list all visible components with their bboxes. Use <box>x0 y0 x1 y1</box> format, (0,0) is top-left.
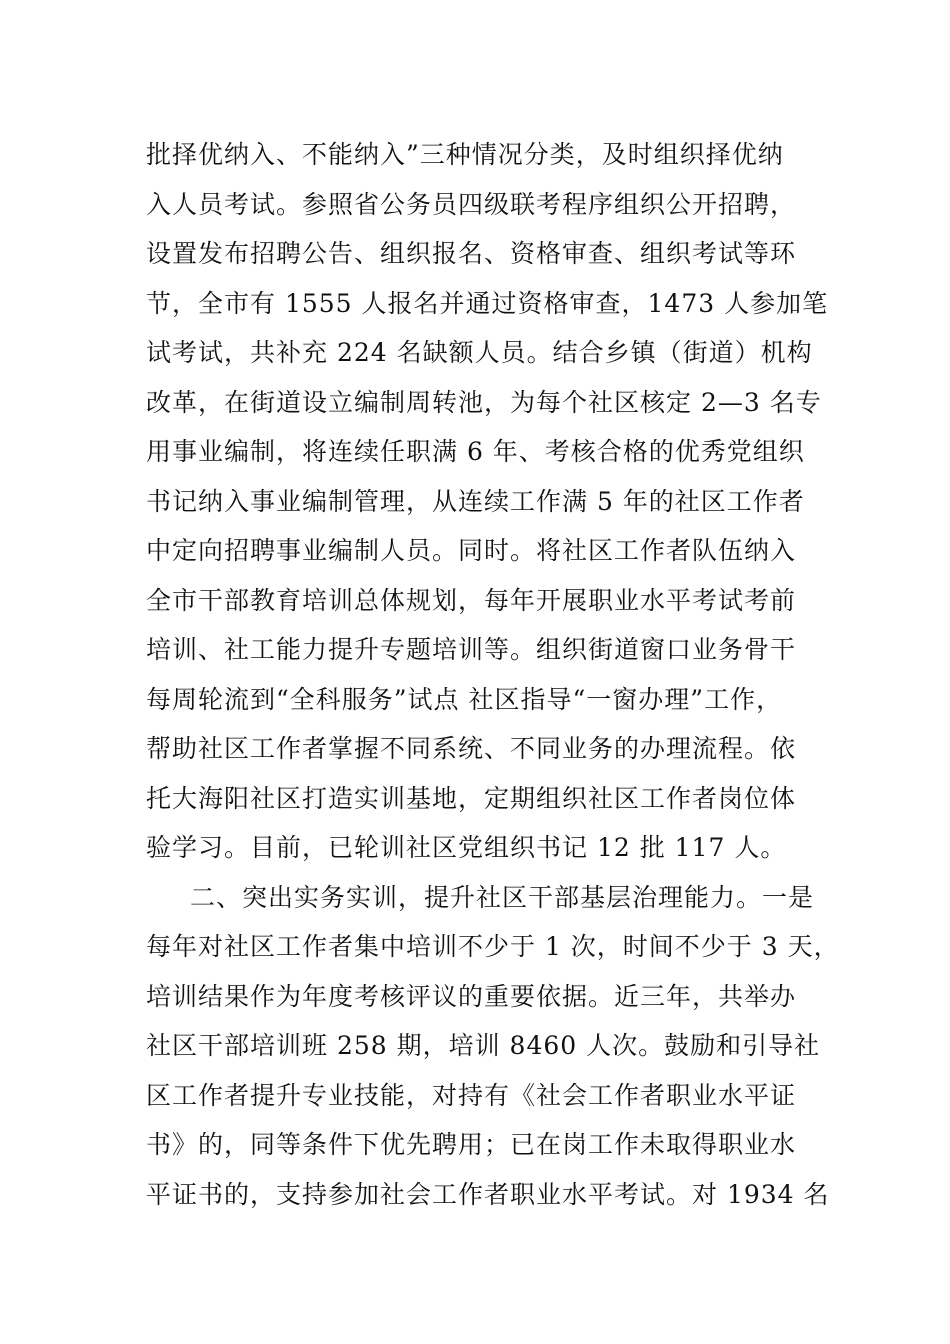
text-line: 书》的，同等条件下优先聘用；已在岗工作未取得职业水 <box>146 1130 797 1159</box>
body-text <box>146 130 840 1219</box>
paragraph-heading-line: 二、突出实务实训，提升社区干部基层治理能力。一是 <box>190 882 815 912</box>
text-line: 书记纳入事业编制管理，从连续工作满 5 年的社区工作者 <box>146 486 805 516</box>
text-line: 验学习。目前，已轮训社区党组织书记 12 批 117 人。 <box>146 833 787 862</box>
text-line: 培训、社工能力提升专题培训等。组织街道窗口业务骨干 <box>146 635 797 664</box>
text-line: 每周轮流到“全科服务”试点 社区指导“一窗办理”工作， <box>146 684 783 714</box>
text-line: 入人员考试。参照省公务员四级联考程序组织公开招聘， <box>146 189 797 219</box>
text-line: 批择优纳入、不能纳入”三种情况分类，及时组织择优纳 <box>146 140 784 169</box>
text-line: 社区干部培训班 258 期，培训 8460 人次。鼓励和引导社 <box>146 1031 821 1060</box>
text-line: 帮助社区工作者掌握不同系统、不同业务的办理流程。依 <box>146 734 797 763</box>
text-line: 设置发布招聘公告、组织报名、资格审查、组织考试等环 <box>146 239 797 268</box>
text-line: 每年对社区工作者集中培训不少于 1 次，时间不少于 3 天， <box>146 932 840 961</box>
text-line: 全市干部教育培训总体规划，每年开展职业水平考试考前 <box>146 585 797 615</box>
text-line: 区工作者提升专业技能，对持有《社会工作者职业水平证 <box>146 1080 797 1110</box>
text-line: 改革，在街道设立编制周转池，为每个社区核定 2—3 名专 <box>146 387 822 417</box>
text-line: 托大海阳社区打造实训基地，定期组织社区工作者岗位体 <box>146 783 797 813</box>
text-line: 用事业编制，将连续任职满 6 年、考核合格的优秀党组织 <box>146 437 805 466</box>
text-line: 中定向招聘事业编制人员。同时。将社区工作者队伍纳入 <box>146 536 797 565</box>
text-line: 平证书的，支持参加社会工作者职业水平考试。对 1934 名 <box>146 1179 830 1209</box>
text-line: 培训结果作为年度考核评议的重要依据。近三年，共举办 <box>146 981 797 1011</box>
text-line: 试考试，共补充 224 名缺额人员。结合乡镇（街道）机构 <box>146 338 813 367</box>
text-line: 节，全市有 1555 人报名并通过资格审查，1473 人参加笔 <box>146 288 829 318</box>
